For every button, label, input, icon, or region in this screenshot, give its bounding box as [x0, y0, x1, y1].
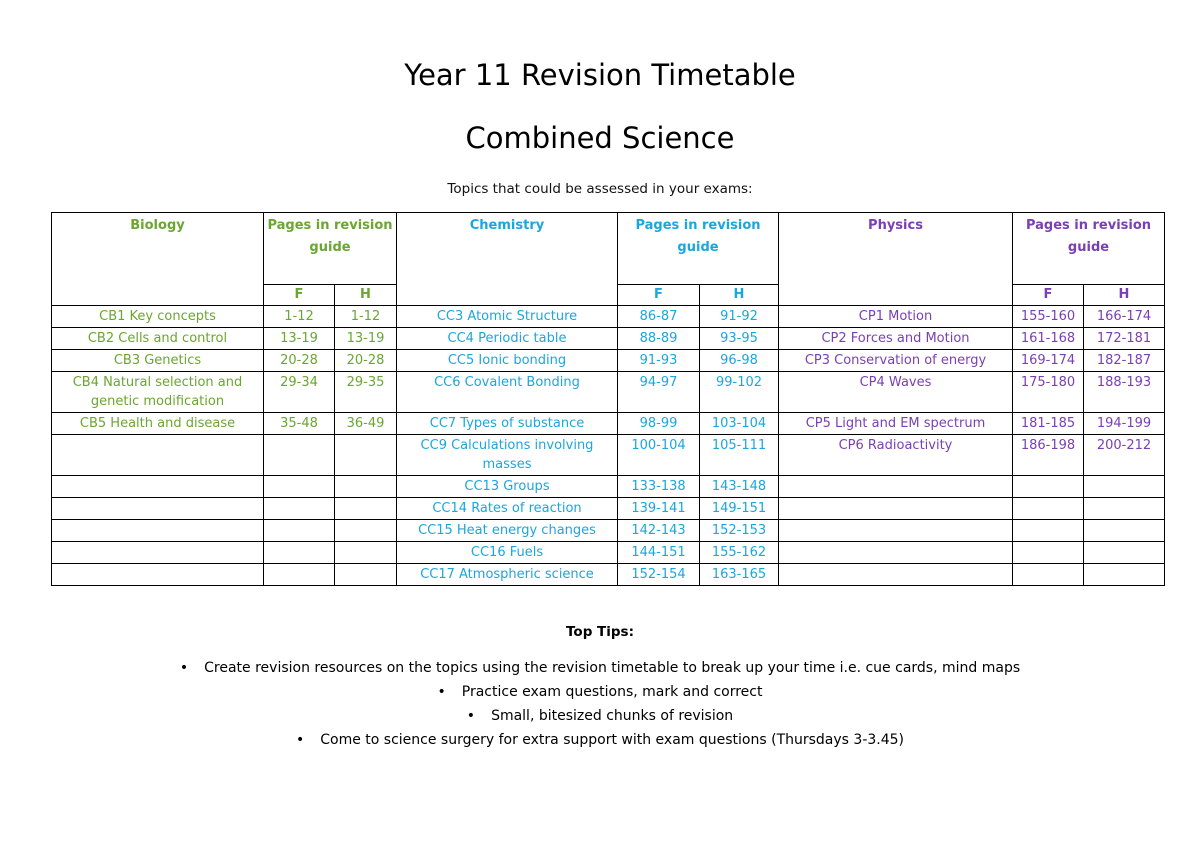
physics-foundation-pages: 169-174 — [1013, 350, 1084, 372]
table-row — [52, 542, 1165, 564]
biology-topic — [52, 520, 264, 542]
physics-header: Physics — [779, 213, 1013, 306]
physics-higher-pages — [1084, 542, 1165, 564]
chemistry-higher-pages: 91-92 — [700, 306, 779, 328]
physics-higher-pages: 200-212 — [1084, 435, 1165, 476]
physics-higher-pages — [1084, 564, 1165, 586]
biology-topic — [52, 542, 264, 564]
physics-pages-header: Pages in revision guide — [1013, 213, 1165, 285]
biology-foundation-pages — [264, 520, 335, 542]
physics-topic: CP2 Forces and Motion — [779, 328, 1013, 350]
chemistry-foundation-header: F — [618, 285, 700, 306]
biology-higher-pages — [335, 498, 397, 520]
tip-item: • Practice exam questions, mark and correct — [0, 680, 1200, 704]
physics-higher-pages — [1084, 498, 1165, 520]
biology-topic: CB5 Health and disease — [52, 413, 264, 435]
chemistry-higher-pages: 96-98 — [700, 350, 779, 372]
physics-topic — [779, 498, 1013, 520]
biology-higher-pages: 29-35 — [335, 372, 397, 413]
physics-higher-pages: 182-187 — [1084, 350, 1165, 372]
table-row — [52, 350, 1165, 372]
biology-header: Biology — [52, 213, 264, 306]
chemistry-topic: CC3 Atomic Structure — [397, 306, 618, 328]
table-row — [52, 413, 1165, 435]
biology-foundation-pages: 1-12 — [264, 306, 335, 328]
chemistry-foundation-pages: 86-87 — [618, 306, 700, 328]
physics-foundation-pages — [1013, 476, 1084, 498]
physics-topic: CP6 Radioactivity — [779, 435, 1013, 476]
chemistry-higher-header: H — [700, 285, 779, 306]
chemistry-topic: CC14 Rates of reaction — [397, 498, 618, 520]
physics-topic — [779, 542, 1013, 564]
biology-higher-pages — [335, 476, 397, 498]
chemistry-higher-pages: 99-102 — [700, 372, 779, 413]
chemistry-topic: CC15 Heat energy changes — [397, 520, 618, 542]
biology-pages-header: Pages in revision guide — [264, 213, 397, 285]
physics-higher-pages: 194-199 — [1084, 413, 1165, 435]
chemistry-foundation-pages: 142-143 — [618, 520, 700, 542]
chemistry-higher-pages: 163-165 — [700, 564, 779, 586]
chemistry-topic: CC9 Calculations involving masses — [397, 435, 618, 476]
physics-foundation-pages — [1013, 498, 1084, 520]
biology-foundation-pages — [264, 498, 335, 520]
intro-text: Topics that could be assessed in your exams: — [447, 181, 753, 197]
chemistry-higher-pages: 103-104 — [700, 413, 779, 435]
biology-foundation-pages — [264, 476, 335, 498]
biology-topic: CB3 Genetics — [52, 350, 264, 372]
chemistry-header: Chemistry — [397, 213, 618, 306]
biology-topic — [52, 435, 264, 476]
physics-higher-header: H — [1084, 285, 1165, 306]
physics-foundation-pages: 155-160 — [1013, 306, 1084, 328]
chemistry-topic: CC6 Covalent Bonding — [397, 372, 618, 413]
table-row — [52, 306, 1165, 328]
biology-foundation-pages: 29-34 — [264, 372, 335, 413]
physics-foundation-pages — [1013, 542, 1084, 564]
physics-topic — [779, 564, 1013, 586]
physics-foundation-pages: 161-168 — [1013, 328, 1084, 350]
physics-foundation-header: F — [1013, 285, 1084, 306]
biology-higher-pages — [335, 542, 397, 564]
header-row — [52, 213, 1165, 285]
biology-topic: CB2 Cells and control — [52, 328, 264, 350]
chemistry-pages-header: Pages in revision guide — [618, 213, 779, 285]
table-row — [52, 372, 1165, 413]
biology-higher-pages: 36-49 — [335, 413, 397, 435]
chemistry-foundation-pages: 152-154 — [618, 564, 700, 586]
biology-topic — [52, 564, 264, 586]
physics-topic: CP1 Motion — [779, 306, 1013, 328]
biology-foundation-pages — [264, 542, 335, 564]
page-title: Year 11 Revision Timetable — [404, 58, 796, 92]
table-row — [52, 564, 1165, 586]
chemistry-topic: CC5 Ionic bonding — [397, 350, 618, 372]
chemistry-higher-pages: 105-111 — [700, 435, 779, 476]
chemistry-higher-pages: 143-148 — [700, 476, 779, 498]
chemistry-higher-pages: 149-151 — [700, 498, 779, 520]
chemistry-foundation-pages: 94-97 — [618, 372, 700, 413]
chemistry-higher-pages: 93-95 — [700, 328, 779, 350]
physics-topic — [779, 520, 1013, 542]
biology-higher-pages: 13-19 — [335, 328, 397, 350]
chemistry-topic: CC17 Atmospheric science — [397, 564, 618, 586]
table-row — [52, 498, 1165, 520]
physics-higher-pages: 188-193 — [1084, 372, 1165, 413]
biology-higher-pages: 20-28 — [335, 350, 397, 372]
biology-foundation-pages — [264, 564, 335, 586]
chemistry-foundation-pages: 133-138 — [618, 476, 700, 498]
biology-topic: CB4 Natural selection and genetic modification — [52, 372, 264, 413]
biology-foundation-header: F — [264, 285, 335, 306]
physics-higher-pages: 166-174 — [1084, 306, 1165, 328]
chemistry-foundation-pages: 100-104 — [618, 435, 700, 476]
biology-foundation-pages: 20-28 — [264, 350, 335, 372]
physics-topic: CP4 Waves — [779, 372, 1013, 413]
subject-title: Combined Science — [465, 121, 735, 155]
physics-foundation-pages: 181-185 — [1013, 413, 1084, 435]
physics-higher-pages: 172-181 — [1084, 328, 1165, 350]
chemistry-topic: CC7 Types of substance — [397, 413, 618, 435]
physics-foundation-pages — [1013, 520, 1084, 542]
table-row — [52, 476, 1165, 498]
physics-foundation-pages — [1013, 564, 1084, 586]
biology-topic — [52, 476, 264, 498]
tips-heading: Top Tips: — [566, 624, 634, 640]
revision-timetable — [51, 212, 1165, 586]
chemistry-higher-pages: 155-162 — [700, 542, 779, 564]
chemistry-foundation-pages: 144-151 — [618, 542, 700, 564]
physics-topic: CP5 Light and EM spectrum — [779, 413, 1013, 435]
biology-higher-pages — [335, 435, 397, 476]
biology-higher-pages — [335, 564, 397, 586]
biology-higher-pages: 1-12 — [335, 306, 397, 328]
biology-foundation-pages — [264, 435, 335, 476]
biology-foundation-pages: 13-19 — [264, 328, 335, 350]
chemistry-topic: CC16 Fuels — [397, 542, 618, 564]
chemistry-foundation-pages: 98-99 — [618, 413, 700, 435]
chemistry-topic: CC13 Groups — [397, 476, 618, 498]
biology-foundation-pages: 35-48 — [264, 413, 335, 435]
tip-item: • Small, bitesized chunks of revision — [0, 704, 1200, 728]
biology-topic: CB1 Key concepts — [52, 306, 264, 328]
table-row — [52, 328, 1165, 350]
physics-topic — [779, 476, 1013, 498]
physics-higher-pages — [1084, 476, 1165, 498]
table-row — [52, 520, 1165, 542]
physics-higher-pages — [1084, 520, 1165, 542]
chemistry-foundation-pages: 139-141 — [618, 498, 700, 520]
biology-higher-header: H — [335, 285, 397, 306]
physics-topic: CP3 Conservation of energy — [779, 350, 1013, 372]
chemistry-foundation-pages: 91-93 — [618, 350, 700, 372]
physics-foundation-pages: 175-180 — [1013, 372, 1084, 413]
tips-list — [0, 656, 1200, 752]
biology-higher-pages — [335, 520, 397, 542]
table-row — [52, 435, 1165, 476]
physics-foundation-pages: 186-198 — [1013, 435, 1084, 476]
tip-item: • Create revision resources on the topics using the revision timetable to break up your time i.e. cue cards, mind maps — [0, 656, 1200, 680]
chemistry-higher-pages: 152-153 — [700, 520, 779, 542]
tip-item: • Come to science surgery for extra support with exam questions (Thursdays 3-3.45) — [0, 728, 1200, 752]
chemistry-topic: CC4 Periodic table — [397, 328, 618, 350]
chemistry-foundation-pages: 88-89 — [618, 328, 700, 350]
biology-topic — [52, 498, 264, 520]
